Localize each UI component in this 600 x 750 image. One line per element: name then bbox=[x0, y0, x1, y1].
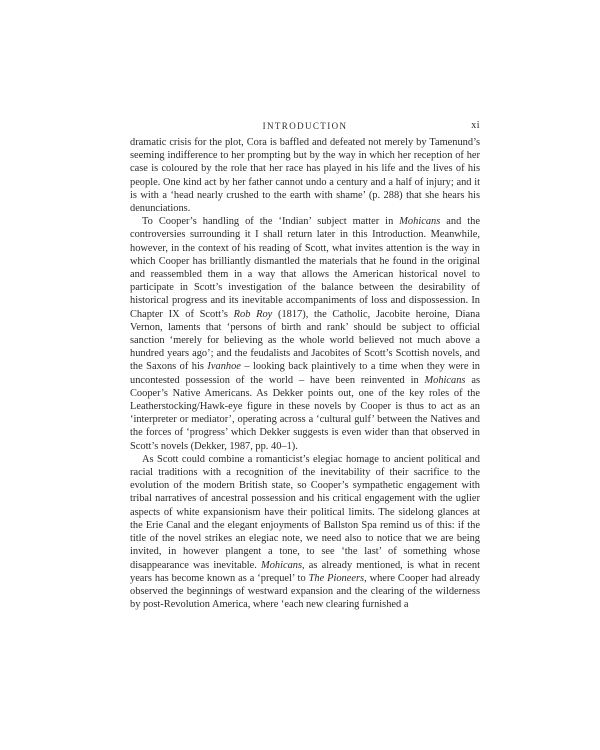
text-run: dramatic crisis for the plot, Cora is baffled and defeated not merely by Tamenund’s seeming indifference to her prompting but by the way in which her reception of her case is coloured by the role that her race has played in his life and the lives of his people. One kind act by her father cannot undo a century and a half of injury; and it is with a ‘head nearly crushed to the earth with shame’ (p. 288) that she hears his denunciations. bbox=[130, 137, 480, 215]
paragraph-1 bbox=[130, 136, 480, 215]
page-number: xi bbox=[471, 120, 480, 131]
italic-title: Rob Roy bbox=[233, 308, 273, 320]
text-run: – looking back plaintively to a time when they were in uncontested possession of the world – have been reinvented in bbox=[130, 361, 480, 386]
italic-title: Mohicans bbox=[399, 216, 441, 228]
running-head-title: INTRODUCTION bbox=[262, 121, 348, 131]
text-run: As Scott could combine a romanticist’s elegiac homage to ancient political and racial traditions with a recognition of the inevitability of their sacrifice to the evolution of the modern British state, so Cooper’s sympathetic engagement with tribal narratives of ancestral possession and his critical engagement with the uglier aspects of white expansionism have their political limits. The sidelong glances at the Erie Canal and the elegant enjoyments of Ballston Spa remind us of this: if the title of the novel strikes an elegiac note, we need also to notice that we are being invited, in however plangent a tone, to see ‘the last’ of something whose disappearance was inevitable. bbox=[130, 453, 480, 571]
paragraph-2 bbox=[130, 215, 480, 453]
text-run: as Cooper’s Native Americans. As Dekker points out, one of the key roles of the Leatherstocking/Hawk-eye figure in these novels by Cooper is thus to act as an ‘interpreter or mediator’, operating across a ‘cultural gulf’ between the Natives and the forces of ‘progress’ which Dekker suggests is even wider than that observed in Scott’s novels (Dekker, 1987, pp. 40–1). bbox=[130, 374, 480, 452]
text-run: and the controversies surrounding it I shall return later in this Introduction. Meanwhile, however, in the context of his reading of Scott, what invites attention is the way in which Cooper has brilliantly dismantled the materials that he found in the original and reassembled them in a way that allows the American historical novel to participate in Scott’s investigation of the balance between the desirability of historical progress and its inevitable accompaniments of loss and dispossession. In Chapter IX of Scott’s bbox=[130, 216, 480, 320]
italic-title: The Pioneers bbox=[308, 572, 365, 584]
italic-title: Mohicans bbox=[424, 374, 466, 386]
italic-title: Mohicans bbox=[261, 559, 303, 571]
body-text bbox=[130, 136, 480, 611]
text-run: , where Cooper had already observed the beginnings of westward expansion and the clearing of the wilderness by post-Revolution America, where ‘each new clearing furnished a bbox=[130, 572, 480, 611]
text-run: To Cooper’s handling of the ‘Indian’ subject matter in bbox=[142, 216, 400, 228]
running-head bbox=[130, 120, 480, 134]
book-page bbox=[130, 120, 480, 611]
text-run: (1817), the Catholic, Jacobite heroine, Diana Vernon, laments that ‘persons of birth and rank’ should be subject to official sanction ‘merely for believing as the whole world believed not much above a hundred years ago’; and the feudalists and Jacobites of Scott’s Scottish novels, and the Saxons of his bbox=[130, 308, 480, 373]
paragraph-3 bbox=[130, 453, 480, 611]
text-run: , as already mentioned, is what in recent years has become known as a ‘prequel’ to bbox=[130, 559, 480, 584]
italic-title: Ivanhoe bbox=[207, 361, 241, 373]
